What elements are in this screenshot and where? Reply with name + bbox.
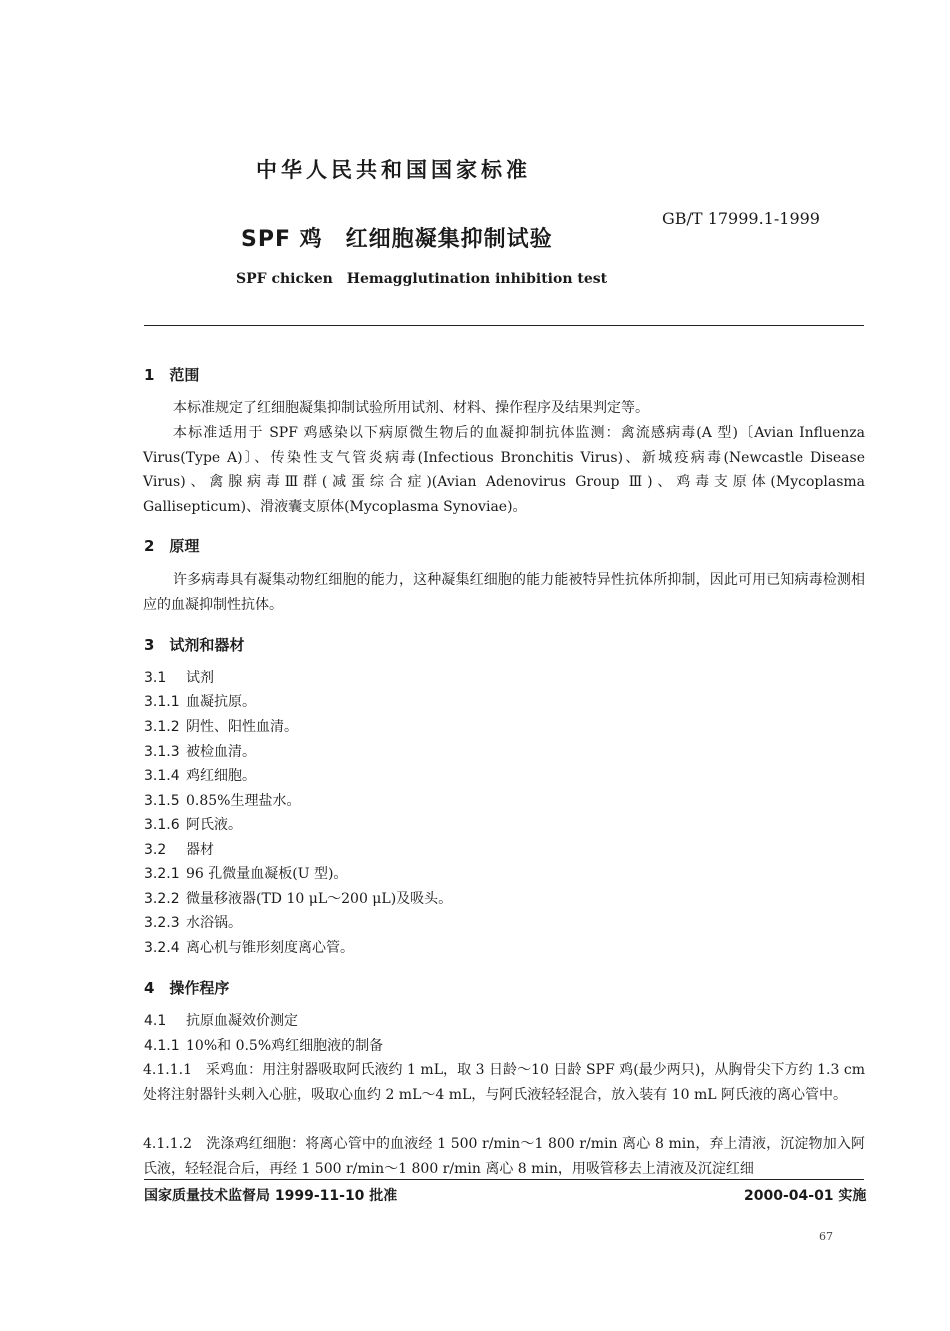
item-number: 3.2 [144, 842, 167, 858]
list-item [144, 813, 242, 837]
item-text: 阿氏液。 [186, 817, 242, 833]
page-number: 67 [819, 1230, 833, 1243]
item-number: 3.1.6 [144, 817, 180, 833]
section-4-para-2: 4.1.1.2 洗涤鸡红细胞：将离心管中的血液经 1 500 r/min～1 800 r/min 离心 8 min，弃上清液，沉淀物加入阿氏液，轻轻混合后，再经 1 500 r/min～1 800 r/min 离心 8 min，用吸管移去上清液及沉淀红细 [143, 1136, 865, 1177]
header-divider [144, 325, 864, 326]
section-1-heading: 1 范围 [144, 366, 200, 384]
section-2-para-1: 许多病毒具有凝集动物红细胞的能力，这种凝集红细胞的能力能被特异性抗体所抑制，因此可用已知病毒检测相应的血凝抑制性抗体。 [143, 572, 865, 613]
list-item [144, 690, 256, 714]
item-number: 4.1 [144, 1013, 167, 1029]
section-4-para-1: 4.1.1.1 采鸡血：用注射器吸取阿氏液约 1 mL，取 3 日龄～10 日龄 SPF 鸡(最少两只)，从胸骨尖下方约 1.3 cm 处将注射器针头刺入心脏，吸取心血约 2 mL～4 mL，与阿氏液轻轻混合，放入装有 10 mL 阿氏液的离心管中。 [143, 1062, 865, 1103]
list-item [144, 887, 452, 911]
item-number: 3.2.3 [144, 915, 180, 931]
item-number: 3.2.2 [144, 891, 180, 907]
list-item [144, 936, 354, 960]
item-number: 3.2.4 [144, 940, 180, 956]
implementation-date: 2000-04-01 实施 [744, 1188, 867, 1204]
item-text: 0.85%生理盐水。 [186, 793, 301, 809]
item-number: 3.1.5 [144, 793, 180, 809]
item-text: 水浴锅。 [186, 915, 242, 931]
item-number: 3.2.1 [144, 866, 180, 882]
item-number: 3.1.4 [144, 768, 180, 784]
list-item [144, 911, 242, 935]
item-number: 3.1.3 [144, 744, 180, 760]
footer-divider [144, 1179, 864, 1180]
item-text: 微量移液器(TD 10 μL～200 μL)及吸头。 [186, 891, 453, 907]
item-number: 3.1 [144, 670, 167, 686]
item-number: 3.1.2 [144, 719, 180, 735]
list-item [144, 740, 256, 764]
item-text: 鸡红细胞。 [186, 768, 256, 784]
list-item [144, 1009, 298, 1033]
item-number: 4.1.1 [144, 1038, 180, 1054]
list-item [144, 764, 256, 788]
item-text: 器材 [186, 842, 214, 858]
list-item [144, 715, 298, 739]
item-text: 离心机与锥形刻度离心管。 [186, 940, 354, 956]
list-item [144, 666, 214, 690]
section-1-para-2: 本标准适用于 SPF 鸡感染以下病原微生物后的血凝抑制抗体监测：禽流感病毒(A 型)〔Avian Influenza Virus(Type A)〕、传染性支气管炎病毒(Infectious Bronchitis Virus)、新城疫病毒(Newcastle Disease Virus)、禽腺病毒Ⅲ群(减蛋综合症)(Avian Adenovirus Group Ⅲ)、鸡毒支原体(Mycoplasma Gallisepticum)、滑液囊支原体(Mycoplasma Synoviae)。 [143, 425, 865, 515]
section-1-para-1: 本标准规定了红细胞凝集抑制试验所用试剂、材料、操作程序及结果判定等。 [173, 400, 649, 416]
item-text: 96 孔微量血凝板(U 型)。 [186, 866, 348, 882]
item-text: 被检血清。 [186, 744, 256, 760]
section-4-heading: 4 操作程序 [144, 979, 230, 997]
org-title: 中华人民共和国国家标准 [256, 158, 531, 182]
approval-date: 国家质量技术监督局 1999-11-10 批准 [144, 1188, 398, 1204]
item-text: 血凝抗原。 [186, 694, 256, 710]
document-title-cn: SPF 鸡 红细胞凝集抑制试验 [241, 227, 553, 252]
item-text: 10%和 0.5%鸡红细胞液的制备 [186, 1038, 384, 1054]
item-text: 抗原血凝效价测定 [186, 1013, 298, 1029]
standard-number: GB/T 17999.1-1999 [662, 209, 820, 228]
document-title-en: SPF chicken Hemagglutination inhibition test [236, 271, 608, 287]
item-text: 试剂 [186, 670, 214, 686]
list-item [144, 838, 214, 862]
list-item [144, 789, 300, 813]
item-number: 3.1.1 [144, 694, 180, 710]
list-item [144, 1034, 383, 1058]
section-2-heading: 2 原理 [144, 537, 200, 555]
item-text: 阴性、阳性血清。 [186, 719, 298, 735]
section-3-heading: 3 试剂和器材 [144, 636, 245, 654]
list-item [144, 862, 347, 886]
